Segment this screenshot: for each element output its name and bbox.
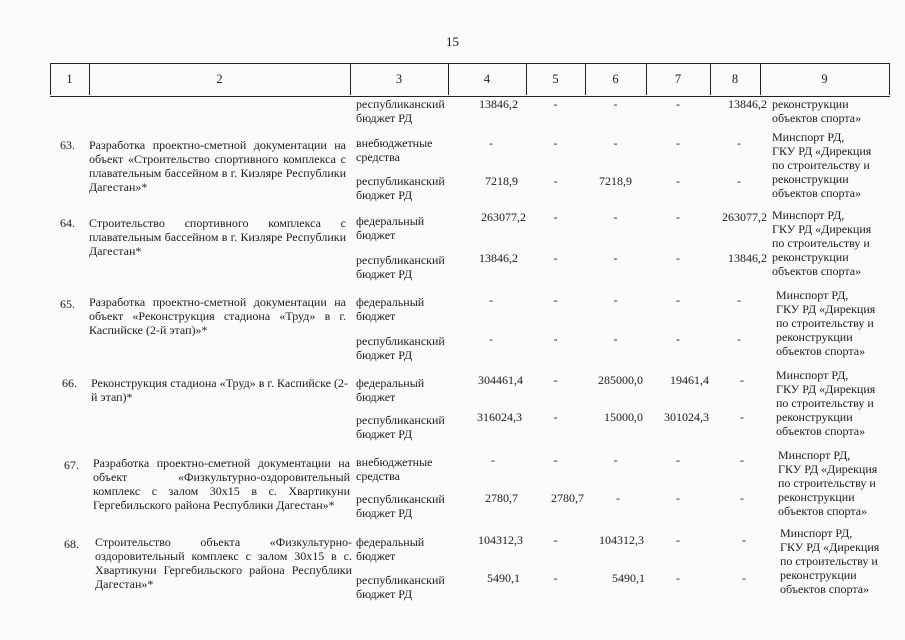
row-description: Строительство объекта «Физкультурно-оздоровительный комплекс с залом 30х15 в с. Хвартикуни Гергебильского района Республики Дагестан»* [95,535,352,591]
value-col-6: 15000,0 [604,410,643,424]
value-col-7: - [676,332,680,346]
value-col-5: - [553,210,558,224]
row-description: Строительство спортивного комплекса с плавательным бассейном в г. Кизляре Республики Дагестан* [89,216,346,258]
value-col-5: - [553,533,558,547]
executor: Минспорт РД, ГКУ РД «Дирекция по строительству и реконструкции объектов спорта» [778,448,878,518]
header-col-6: 6 [612,72,619,86]
budget-source: внебюджетные средства [356,136,433,164]
value-col-5: - [553,571,558,585]
header-col-4: 4 [483,72,491,86]
row-number: 64. [60,216,75,230]
executor: Минспорт РД, ГКУ РД «Дирекция по строительству и реконструкции объектов спорта» [772,208,872,278]
header-col-5: 5 [552,72,559,86]
row-description: Реконструкция стадиона «Труд» в г. Каспийске (2-й этап)* [91,376,348,404]
header-col-8: 8 [731,72,739,86]
value-col-5: - [553,174,558,188]
value-col-7: - [676,293,680,307]
value-col-7: - [676,174,680,188]
executor: Минспорт РД, ГКУ РД «Дирекция по строительству и реконструкции объектов спорта» [776,288,876,358]
value-col-8: 13846,2 [728,251,767,265]
value-col-5: - [553,410,558,424]
value-col-4: - [489,136,493,150]
value-col-8: - [737,136,741,150]
value-col-7: 19461,4 [670,373,709,387]
value-col-8: - [737,293,741,307]
value-col-6: - [613,453,618,467]
budget-source: федеральный бюджет [356,214,425,242]
budget-source: федеральный бюджет [356,535,425,563]
budget-source: республиканский бюджет РД [356,97,445,125]
value-col-7: - [676,533,680,547]
value-col-6: 5490,1 [612,571,645,585]
executor: Минспорт РД, ГКУ РД «Дирекция по строительству и реконструкции объектов спорта» [776,368,876,438]
value-col-4: 263077,2 [481,210,526,224]
executor: реконструкции объектов спорта» [772,97,862,125]
row-description: Разработка проектно-сметной документации на объект «Реконструкция стадиона «Труд» в г. Каспийске (2-й этап)»* [89,295,346,337]
budget-source: республиканский бюджет РД [356,492,445,520]
value-col-4: 5490,1 [487,571,520,585]
value-col-4: - [489,332,493,346]
value-col-7: - [676,571,680,585]
header-divider [889,63,890,95]
value-col-5: - [553,293,558,307]
value-col-4: - [489,293,493,307]
value-col-7: - [676,97,680,111]
budget-source: федеральный бюджет [356,295,425,323]
value-col-4: 7218,9 [485,174,518,188]
value-col-4: 2780,7 [485,491,518,505]
header-col-7: 7 [674,72,682,86]
value-col-5: - [553,373,558,387]
value-col-8: - [740,373,744,387]
value-col-6: 7218,9 [599,174,632,188]
budget-source: республиканский бюджет РД [356,253,445,281]
value-col-4: 316024,3 [477,410,522,424]
budget-source: республиканский бюджет РД [356,174,445,202]
value-col-5: - [553,97,558,111]
executor: Минспорт РД, ГКУ РД «Дирекция по строительству и реконструкции объектов спорта» [780,526,880,596]
row-number: 67. [64,458,79,472]
budget-source: федеральный бюджет [356,376,425,404]
value-col-6: - [613,136,618,150]
value-col-6: - [613,293,618,307]
value-col-7: - [676,251,680,265]
budget-source: внебюджетные средства [356,455,433,483]
value-col-8: 263077,2 [722,210,767,224]
value-col-5: - [553,251,558,265]
value-col-8: - [742,571,746,585]
row-number: 68. [64,537,79,551]
value-col-6: - [613,210,618,224]
value-col-8: - [740,410,744,424]
value-col-7: - [676,491,680,505]
value-col-6: 285000,0 [598,373,643,387]
header-col-3: 3 [395,72,403,86]
value-col-5: - [553,332,558,346]
header-col-1: 1 [66,72,73,86]
budget-source: республиканский бюджет РД [356,573,445,601]
page-number: 15 [446,34,459,49]
header-col-9: 9 [821,72,828,86]
value-col-6: - [613,251,618,265]
value-col-8: - [742,533,746,547]
value-col-8: - [740,453,744,467]
row-description: Разработка проектно-сметной документации на объект «Строительство спортивного комплекса с плавательным бассейном в г. Кизляре Республики Дагестан»* [89,138,346,194]
value-col-4: 304461,4 [478,373,523,387]
row-number: 65. [60,297,75,311]
executor: Минспорт РД, ГКУ РД «Дирекция по строительству и реконструкции объектов спорта» [772,130,872,200]
header-col-2: 2 [216,72,223,86]
budget-source: республиканский бюджет РД [356,413,445,441]
budget-source: республиканский бюджет РД [356,334,445,362]
value-col-7: - [676,136,680,150]
row-number: 63. [60,138,75,152]
value-col-4: 13846,2 [479,251,518,265]
value-col-4: 104312,3 [478,533,523,547]
value-col-8: - [737,332,741,346]
value-col-5: - [553,136,558,150]
value-col-5: - [553,453,558,467]
value-col-7: 301024,3 [664,410,709,424]
value-col-4: 13846,2 [479,97,518,111]
value-col-8: - [737,174,741,188]
row-number: 66. [62,376,77,390]
value-col-5: 2780,7 [551,491,584,505]
row-description: Разработка проектно-сметной документации на объект «Физкультурно-оздоровительный комплекс с залом 30х15 в с. Хвартикуни Гергебильского района Республики Дагестан»* [93,456,350,512]
value-col-7: - [676,210,680,224]
value-col-6: - [613,332,618,346]
value-col-8: 13846,2 [728,97,767,111]
value-col-6: - [613,97,618,111]
value-col-7: - [676,453,680,467]
value-col-4: - [491,453,495,467]
value-col-8: - [740,491,744,505]
value-col-6: - [616,491,620,505]
value-col-6: 104312,3 [599,533,644,547]
